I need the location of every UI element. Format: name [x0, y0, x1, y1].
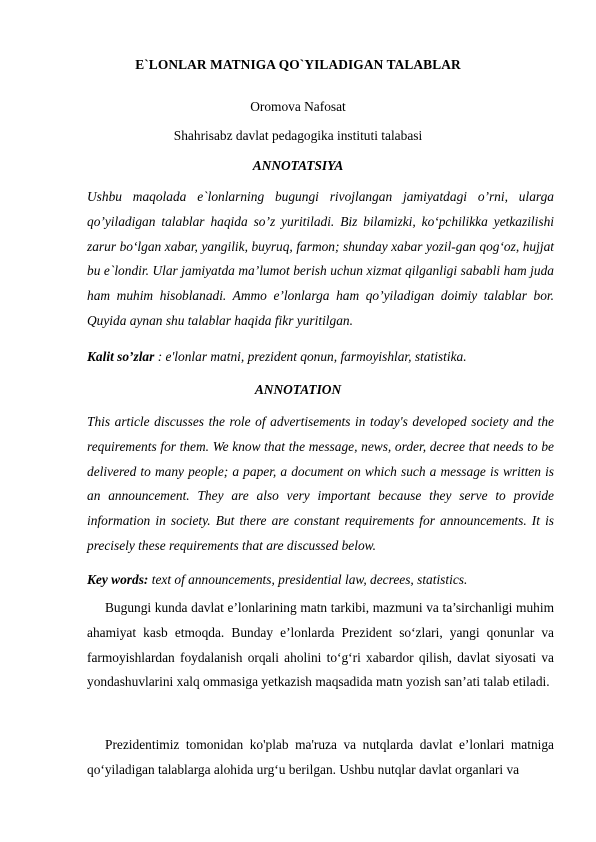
keywords-uz-label: Kalit so’zlar [87, 349, 155, 364]
body-paragraph: Prezidentimiz tomonidan ko'plab ma'ruza va nutqlarda davlat e’lonlari matniga qo‘yiladigan talablarga alohida urg‘u berilgan. Ushbu nutqlar davlat organlari va [87, 737, 554, 777]
annotation-en-text: This article discusses the role of advertisements in today's developed society and the requirements for them. We know that the message, news, order, decree that needs to be delivered to many people; a paper, a document on which such a message is written is an announcement. They are also very important because they serve to provide information in society. But there are constant requirements for announcements. It is precisely these requirements that are discussed below. [87, 414, 554, 553]
keywords-uz [87, 345, 554, 370]
author-name: Oromova Nafosat [250, 99, 346, 114]
paper-title: E`LONLAR MATNIGA QO`YILADIGAN TALABLAR [135, 57, 461, 72]
keywords-en-text: text of announcements, presidential law, decrees, statistics. [148, 572, 468, 587]
annotation-uz-text: Ushbu maqolada e`lonlarning bugungi rivojlangan jamiyatdagi o’rni, ularga qo’yiladigan talablar haqida so’z yuritiladi. Biz bilamizki, ko‘pchilikka yetkazilishi zarur bo‘lgan xabar, yangilik, buyruq, farmon; shunday xabar yozil-gan qog‘oz, hujjat bu e`londir. Ular jamiyatda ma’lumot berish uchun xizmat qilganligi sababli ham juda ham muhim hisoblanadi. Ammo e’lonlarga ham qo’yiladigan doimiy talablar bor. Quyida aynan shu talablar haqida fikr yuritilgan. [87, 189, 554, 328]
author-affiliation: Shahrisabz davlat pedagogika instituti talabasi [173, 128, 423, 143]
keywords-en [87, 568, 554, 593]
keywords-uz-text: : e'lonlar matni, prezident qonun, farmoyishlar, statistika. [154, 349, 467, 364]
annotation-en-heading: ANNOTATION [254, 382, 342, 397]
annotation-uz-heading: ANNOTATSIYA [252, 158, 344, 173]
keywords-en-label: Key words: [87, 572, 149, 587]
body-paragraph: Bugungi kunda davlat e’lonlarining matn tarkibi, mazmuni va ta’sirchanligi muhim ahamiyat kasb etmoqda. Bunday e’lonlarda Prezident so‘zlari, yangi qonunlar va farmoyishlardan foydalanish orqali aholini to‘g‘ri xabardor qilish, davlat siyosati va yondashuvlarini xalq ommasiga yetkazish maqsadida matn yozish san’ati talab etiladi. [87, 600, 554, 690]
